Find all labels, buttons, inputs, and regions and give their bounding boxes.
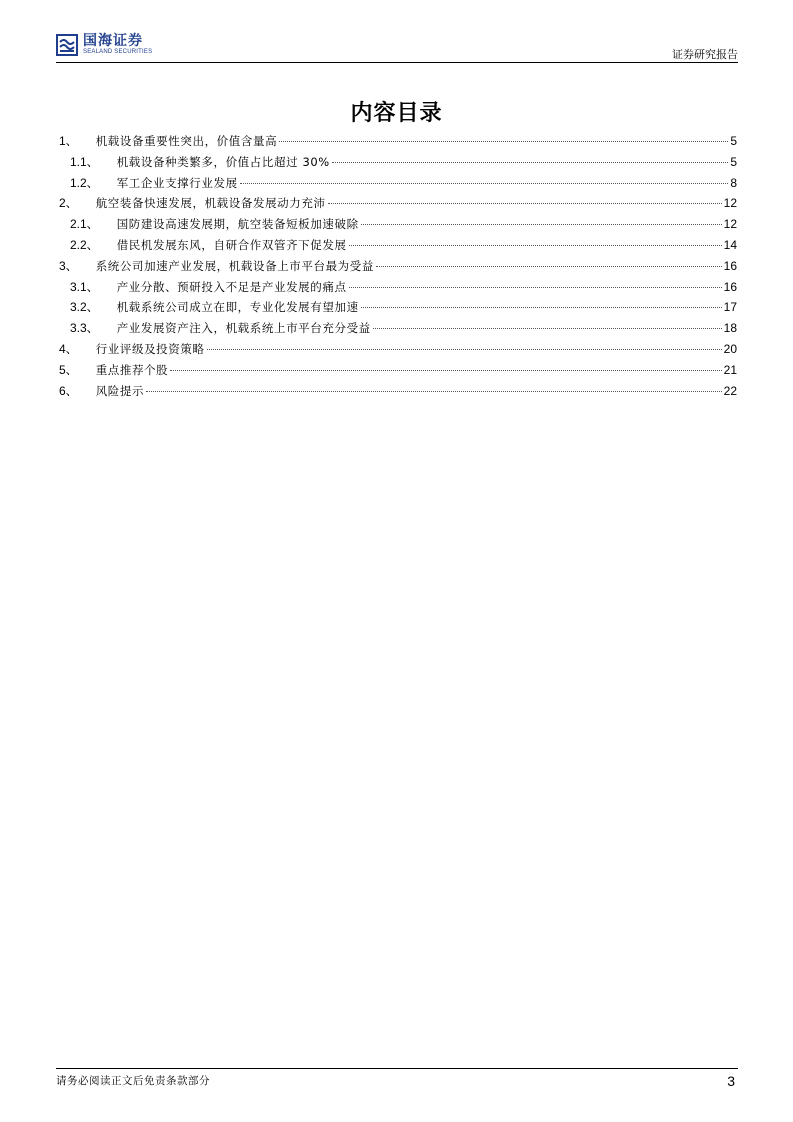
toc-entry-label: 借民机发展东风，自研合作双管齐下促发展 xyxy=(116,237,347,252)
toc-entry-label: 机载系统公司成立在即，专业化发展有望加速 xyxy=(116,300,359,315)
company-logo xyxy=(56,34,152,56)
toc-entry-page: 17 xyxy=(723,300,737,315)
toc-entry[interactable] xyxy=(59,256,737,277)
toc-entry-page: 16 xyxy=(723,258,737,273)
page-header xyxy=(56,34,738,62)
toc-entry-label: 机载设备种类繁多，价值占比超过 30% xyxy=(116,154,330,169)
toc-entry-number: 1、 xyxy=(59,134,78,148)
toc-dot-leader xyxy=(207,349,722,350)
toc-entry-page: 5 xyxy=(730,154,737,169)
toc-dot-leader xyxy=(349,287,722,288)
toc-entry[interactable] xyxy=(59,193,737,214)
toc-dot-leader xyxy=(361,307,722,308)
toc-entry-label: 产业分散、预研投入不足是产业发展的痛点 xyxy=(116,279,347,294)
toc-entry-number: 6、 xyxy=(59,383,78,398)
toc-entry-number: 3.3、 xyxy=(70,321,99,336)
toc-entry-page: 22 xyxy=(723,383,737,398)
toc-entry-page: 12 xyxy=(723,196,737,211)
toc-dot-leader xyxy=(279,141,728,142)
toc-entry-number: 1.1、 xyxy=(70,154,99,169)
page-number: 3 xyxy=(727,1073,735,1089)
toc-entry[interactable] xyxy=(59,173,737,194)
toc-entry-label: 风险提示 xyxy=(95,383,145,398)
toc-dot-leader xyxy=(328,203,722,204)
toc-entry-label: 系统公司加速产业发展，机载设备上市平台最为受益 xyxy=(95,258,374,273)
report-type-label: 证券研究报告 xyxy=(672,48,738,61)
toc-entry-label: 国防建设高速发展期，航空装备短板加速破除 xyxy=(116,217,359,232)
toc-dot-leader xyxy=(332,162,729,163)
toc-entry-label: 军工企业支撑行业发展 xyxy=(116,175,238,190)
toc-entry-label: 产业发展资产注入，机载系统上市平台充分受益 xyxy=(116,321,371,336)
toc-entry-page: 8 xyxy=(730,175,737,190)
toc-entry-label: 重点推荐个股 xyxy=(95,362,169,377)
toc-entry-page: 16 xyxy=(723,279,737,294)
toc-entry[interactable] xyxy=(59,235,737,256)
toc-entry-number: 3、 xyxy=(59,258,78,273)
toc-entry[interactable] xyxy=(59,381,737,402)
toc-dot-leader xyxy=(170,370,721,371)
table-of-contents xyxy=(59,131,737,401)
toc-dot-leader xyxy=(240,183,729,184)
toc-entry-number: 4、 xyxy=(59,341,78,356)
toc-entry-label: 行业评级及投资策略 xyxy=(95,341,205,356)
toc-entry-number: 2.2、 xyxy=(70,237,99,252)
sealand-logo-icon xyxy=(56,34,78,56)
toc-entry-number: 2、 xyxy=(59,196,78,211)
toc-entry[interactable] xyxy=(59,152,737,173)
toc-dot-leader xyxy=(361,224,722,225)
toc-dot-leader xyxy=(146,391,722,392)
toc-entry-page: 18 xyxy=(723,321,737,336)
toc-entry[interactable] xyxy=(59,297,737,318)
toc-dot-leader xyxy=(376,266,722,267)
toc-entry-number: 5、 xyxy=(59,362,78,377)
toc-entry[interactable] xyxy=(59,360,737,381)
toc-entry-page: 21 xyxy=(723,362,737,377)
header-divider xyxy=(56,62,738,63)
toc-entry[interactable] xyxy=(59,131,737,152)
toc-entry-number: 3.2、 xyxy=(70,300,99,315)
toc-entry-number: 3.1、 xyxy=(70,279,99,294)
toc-title: 内容目录 xyxy=(350,101,443,126)
toc-dot-leader xyxy=(349,245,722,246)
toc-entry-number: 1.2、 xyxy=(70,175,99,190)
toc-entry-page: 12 xyxy=(723,217,737,232)
toc-entry[interactable] xyxy=(59,277,737,298)
footer-disclaimer: 请务必阅读正文后免责条款部分 xyxy=(56,1075,210,1087)
toc-entry-page: 5 xyxy=(730,134,737,148)
toc-entry[interactable] xyxy=(59,339,737,360)
toc-dot-leader xyxy=(373,328,722,329)
footer-divider xyxy=(56,1068,738,1069)
toc-entry[interactable] xyxy=(59,214,737,235)
logo-english-name: SEALAND SECURITIES xyxy=(83,49,153,55)
toc-entry-label: 机载设备重要性突出，价值含量高 xyxy=(95,134,278,148)
toc-entry[interactable] xyxy=(59,318,737,339)
toc-entry-label: 航空装备快速发展，机载设备发展动力充沛 xyxy=(95,196,326,211)
toc-entry-page: 20 xyxy=(723,341,737,356)
toc-entry-number: 2.1、 xyxy=(70,217,99,232)
toc-entry-page: 14 xyxy=(723,237,737,252)
logo-chinese-name: 国海证券 xyxy=(83,33,143,49)
